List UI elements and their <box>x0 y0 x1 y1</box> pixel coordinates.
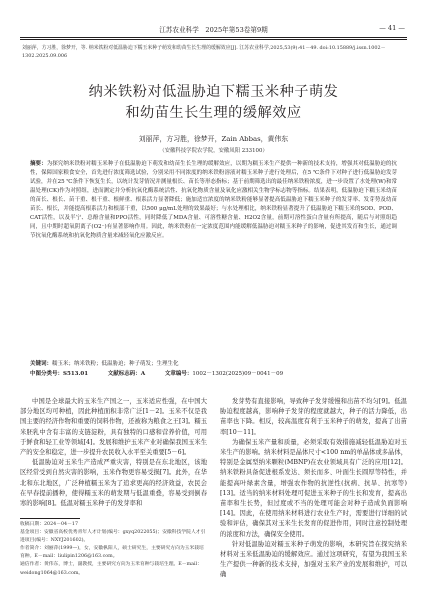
journal-header: 江苏农业科学 2025年第53卷第9期 <box>159 26 268 34</box>
body-column-right <box>220 397 407 581</box>
author-bio: 作者简介：刘丽萍(1999—)，女，安徽枞阳人，硕士研究生，主要研究方向为玉米栽培育种。E－mail：liulipin1206@163.com。 <box>20 546 204 560</box>
authors: 刘丽萍，方习胜，徐梦开，Zain Abbas，黄伟东 <box>138 135 289 143</box>
title-line-2: 和幼苗生长生理的缓解效应 <box>125 105 302 121</box>
abstract-label: 摘要： <box>30 161 47 167</box>
keywords <box>30 360 397 369</box>
affiliation: （安徽科技学院农学院，安徽凤阳 233100） <box>159 148 268 154</box>
document-code: 文献标志码：A <box>107 371 146 377</box>
classification-line <box>30 370 397 379</box>
header-rule <box>20 37 407 38</box>
received-date: 收稿日期：2024－04－17 <box>20 522 78 527</box>
funding: 基金项目：安徽省高校优秀青年人才计划(编号：gxyq2022055)；安徽科技学院人才引进项目(编号：NXYJ201602)。 <box>20 530 206 544</box>
paper-title <box>20 82 407 124</box>
body-column-left <box>20 397 207 509</box>
article-number: 文章编号：1002－1302(2025)09－0041－09 <box>164 371 284 377</box>
body-paragraph: 发芽势有直接影响，导致种子发芽缓慢和出苗不均匀[9]。低温胁迫程度越高，影响种子发芽的程度就越大，种子的活力降低，出苗率也下降。相反，较高温度有利于玉米种子的萌发，提高了出苗率[10－11]。 <box>220 398 407 436</box>
page-number: — 41 — <box>379 24 405 32</box>
corresponding-author: 通信作者：黄伟东，博士，副教授，主要研究方向为玉米育种与栽培生理。E－mail：weidong1064@163.com。 <box>20 562 202 576</box>
keywords-label: 关键词： <box>30 361 53 367</box>
body-paragraph: 针对低温胁迫对糯玉米种子萌发的影响，本研究旨在探究纳米材料对玉米低温胁迫的缓解效应。通过这项研究，有望为我国玉米生产提供一种新的技术支持，加强对玉米产业的发展和维护，可以确 <box>220 540 407 579</box>
abstract <box>30 160 397 241</box>
keywords-text: 糯玉米；纳米铁粉；低温胁迫；种子萌发；生理生化 <box>52 361 179 367</box>
body-paragraph: 为确保玉米产量和质量，必须采取有效措施减轻低温胁迫对玉米生产的影响。纳米材料是晶体尺寸<100 nm的单晶体或多晶体，特别是金属型纳米颗粒(MBNP)在农业领域具有广泛的应用[12]。纳米铁粉具备促进根系发达、须长而多、叶面生长圆厚等特性，并能提高叶绿素含量，增强农作物的抗逆性(抗病、抗旱、抗寒等)[13]。适当的纳米材料处理可促进玉米种子的生长和发育，提高出苗率和生长势，但过度或不当的处理可能会对种子造成负面影响[14]。因此，在使用纳米材料进行农业生产时，需要进行详细的试验和评估，确保其对玉米生长发育的促进作用，同时注意控制处理的浓度和方法，确保安全使用。 <box>220 438 407 538</box>
body-paragraph: 中国是全球最大的玉米生产国之一，玉米适应性强，在中国大部分地区均可种植，因此种植面积非常广泛[1－2]。玉米不仅是我国主要的经济作物和重要的饲料作物，还被称为粮食之王[3]。糯玉米胚乳中含有丰富的支链淀粉，具有独特的口感和营养价值，可用于鲜食和轻工业等领域[4]。发展和维护玉米产业对确保我国玉米生产的安全和稳定，进一步提升农民收入水平至关重要[5－6]。 <box>20 398 207 457</box>
clc-number: 中图分类号：S513.01 <box>30 371 89 377</box>
header-rule-thin <box>20 39 407 40</box>
title-line-1: 纳米铁粉对低温胁迫下糯玉米种子萌发 <box>88 84 339 100</box>
abstract-text: 为探究纳米铁粉对糯玉米种子在低温胁迫下萌发和幼苗生长生理的缓解效应，以期为糯玉米生产提供一种新的技术支持，增强其对低温胁迫的抗性，保障国家粮食安全，首先进行浓度筛选试验，分别采用不同浓度的纳米铁粉溶液对糯玉米种子进行处理后，在5 ℃条件下对种子进行低温胁迫发芽试验，并在25 ℃条件下恢复生长，以统计发芽情况并测量根长、苗长等形态指标；基于前期筛选出的最佳纳米铁粉浓度，进一步设置了水处理(W)和常温处理(CK)作为对照组，进而测定并分析抗氧化酶系统活性、抗氧化物质含量及氧化应激相关生物学标志物等指标。结果表明，低温胁迫下糯玉米幼苗的苗长、根长、苗干重、根干重、根鲜重、根系活力显著降低；施加适宜浓度的纳米铁粉能够显著提高低温胁迫下糯玉米种子的发芽率、发芽势及幼苗苗长、根长，并能提高根系活力和根部干重，以500 μg/mL处理的效果最好；与水处理相比，纳米铁粉显著提升了低温胁迫下糯玉米的SOD、POD、CAT活性，以及半宁、总酚含量和PPO活性，同时降低了MDA含量、可溶性糖含量、H2O2含量，前期可溶性蛋白含量有所提高，随后与对照组趋同，且中期时超氧阴离子(O2⁻)有显著影响作用。因此，纳米铁粉在一定浓度范围内能缓解低温胁迫对糯玉米种子的影响，促进其发育和生长，通过调节抗氧化酶系统和抗氧化物质含量来减轻氧化应激反应。 <box>30 161 397 239</box>
citation-line: 刘丽萍，方习胜，徐梦开，等. 纳米铁粉对低温胁迫下糯玉米种子萌发和幼苗生长生理的缓解效应[J]. 江苏农业科学,2025,53(9):41－49. doi:10.15889/j.issn.1002－1302.2025.09.006 <box>22 45 386 59</box>
footnote <box>20 521 207 578</box>
footnote-rule <box>20 518 80 519</box>
page-header <box>20 23 407 35</box>
body-paragraph: 低温胁迫对玉米生产造成严重灾害，特别是在东北地区，该地区经常受到自然灾害的影响，玉米作物更容易受损[7]。此外，在华北和东北地区，广泛种植糯玉米为了追求更高的经济效益，农民会在早春提前播种，使得糯玉米的萌发期与低温重叠，容易受到倒春寒的影响[8]。低温对糯玉米种子的发芽率和 <box>20 459 207 508</box>
